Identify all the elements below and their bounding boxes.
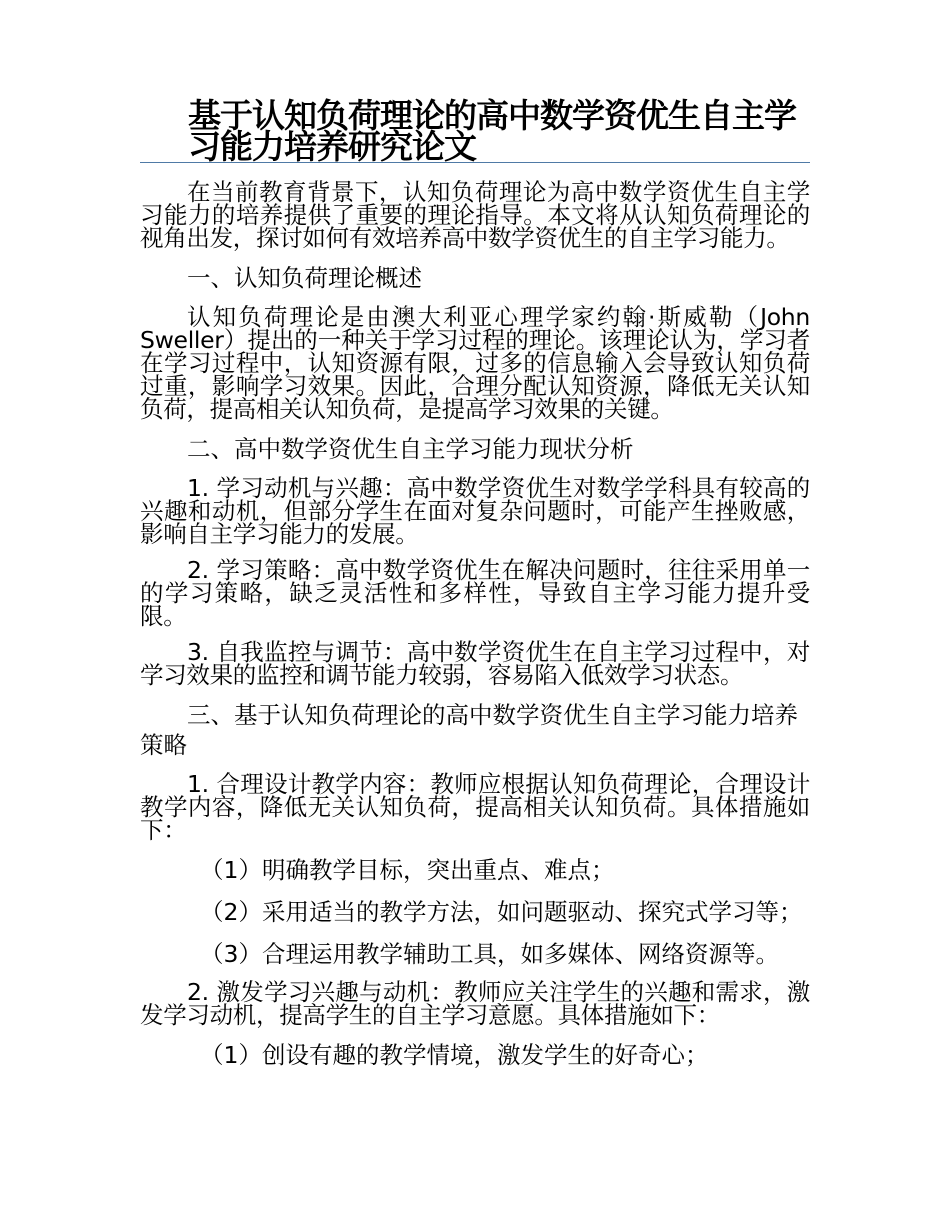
section-2-item-3: 3. 自我监控与调节：高中数学资优生在自主学习过程中，对学习效果的监控和调节能力较弱，容易陷入低效学习状态。 — [140, 638, 810, 689]
section-3-item-1-sub-2: （2）采用适当的教学方法，如问题驱动、探究式学习等； — [200, 898, 803, 926]
section-heading-1: 一、认知负荷理论概述 — [187, 264, 422, 292]
section-heading-3: 三、基于认知负荷理论的高中数学资优生自主学习能力培养策略 — [140, 701, 798, 759]
section-3-item-2-sub-1: （1）创设有趣的教学情境，激发学生的好奇心； — [200, 1041, 709, 1069]
section-heading-2: 二、高中数学资优生自主学习能力现状分析 — [187, 435, 634, 463]
section-1-paragraph: 认知负荷理论是由澳大利亚心理学家约翰·斯威勒（John Sweller）提出的一种关于学习过程的理论。该理论认为，学习者在学习过程中，认知资源有限，过多的信息输入会导致认知负荷过重，影响学习效果。因此，合理分配认知资源，降低无关认知负荷，提高相关认知负荷，是提高学习效果的关键。 — [140, 303, 810, 423]
section-2-item-1: 1. 学习动机与兴趣：高中数学资优生对数学学科具有较高的兴趣和动机，但部分学生在面对复杂问题时，可能产生挫败感，影响自主学习能力的发展。 — [140, 474, 810, 548]
document-title: 基于认知负荷理论的高中数学资优生自主学习能力培养研究论文 — [188, 96, 796, 166]
section-2-item-2: 2. 学习策略：高中数学资优生在解决问题时，往往采用单一的学习策略，缺乏灵活性和多样性，导致自主学习能力提升受限。 — [140, 556, 810, 630]
section-3-item-1-sub-1: （1）明确教学目标，突出重点、难点； — [200, 856, 615, 884]
section-3-item-1: 1. 合理设计教学内容：教师应根据认知负荷理论，合理设计教学内容，降低无关认知负荷，提高相关认知负荷。具体措施如下： — [140, 770, 810, 844]
intro-paragraph: 在当前教育背景下，认知负荷理论为高中数学资优生自主学习能力的培养提供了重要的理论指导。本文将从认知负荷理论的视角出发，探讨如何有效培养高中数学资优生的自主学习能力。 — [140, 178, 810, 252]
section-3-item-2: 2. 激发学习兴趣与动机：教师应关注学生的兴趣和需求，激发学习动机，提高学生的自主学习意愿。具体措施如下： — [140, 978, 810, 1029]
section-3-item-1-sub-3: （3）合理运用教学辅助工具，如多媒体、网络资源等。 — [200, 940, 779, 968]
document-page — [140, 96, 810, 1082]
